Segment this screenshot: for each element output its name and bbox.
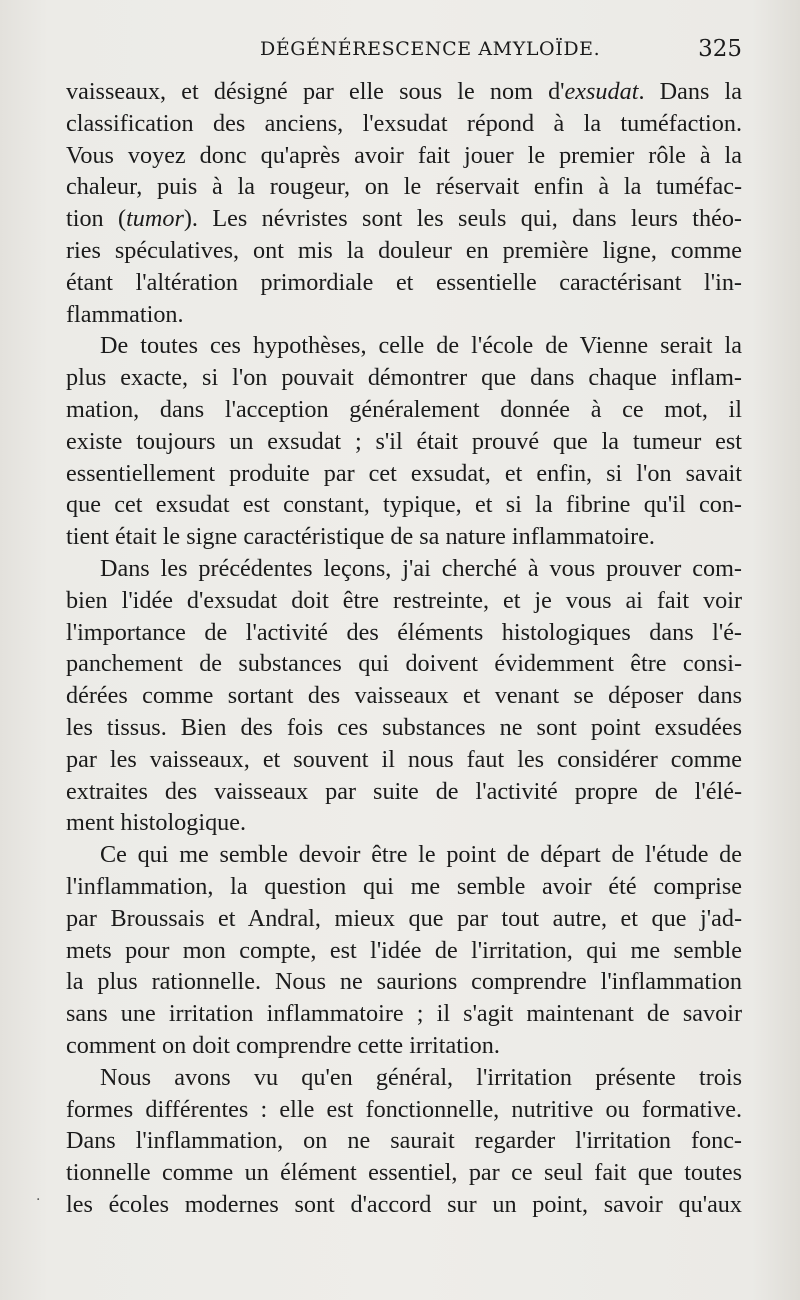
line-text: bien l'idée d'exsudat doit être restreinte, et je vous ai fait voir xyxy=(66,586,742,614)
text-line xyxy=(66,1030,742,1062)
text-line xyxy=(66,1157,742,1189)
text-line xyxy=(66,394,742,426)
line-text: essentiellement produite par cet exsudat, et enfin, si l'on savait xyxy=(66,459,742,487)
paragraph xyxy=(66,1062,742,1221)
line-text: Dans l'inflammation, on ne saurait regarder l'irritation fonc- xyxy=(66,1127,742,1155)
line-text: que cet exsudat est constant, typique, et si la fibrine qu'il con- xyxy=(66,491,742,519)
text-line xyxy=(66,903,742,935)
line-text: par Broussais et Andral, mieux que par tout autre, et que j'ad- xyxy=(66,904,742,932)
text-line xyxy=(66,489,742,521)
line-text: par les vaisseaux, et souvent il nous faut les considérer comme xyxy=(66,745,742,773)
line-text: mation, dans l'acception généralement donnée à ce mot, il xyxy=(66,395,742,423)
text-line xyxy=(66,140,742,172)
text-line xyxy=(66,1125,742,1157)
line-text: flammation. xyxy=(66,300,184,328)
page-number: 325 xyxy=(698,36,742,62)
text-line xyxy=(66,267,742,299)
body-text xyxy=(66,76,742,1221)
text-line xyxy=(66,648,742,680)
line-text: . Dans la xyxy=(638,78,742,105)
line-text: tion ( xyxy=(66,205,127,233)
line-text: ment histologique. xyxy=(66,809,247,837)
text-line xyxy=(66,617,742,649)
text-line xyxy=(66,871,742,903)
text-line xyxy=(66,998,742,1030)
line-text: l'importance de l'activité des éléments histologiques dans l'é- xyxy=(66,618,742,646)
paragraph xyxy=(66,76,742,330)
line-text: comment on doit comprendre cette irritation. xyxy=(66,1031,500,1059)
line-text: extraites des vaisseaux par suite de l'activité propre de l'élé- xyxy=(66,777,742,805)
line-text: ). Les névristes sont les seuls qui, dans leurs théo- xyxy=(183,205,742,233)
text-line xyxy=(66,203,742,235)
line-text: ries spéculatives, ont mis la douleur en première ligne, comme xyxy=(66,236,742,264)
text-line xyxy=(66,712,742,744)
text-line xyxy=(66,235,742,267)
paragraph xyxy=(66,330,742,553)
line-text: Nous avons vu qu'en général, l'irritation présente trois xyxy=(100,1063,742,1091)
line-text: la plus rationnelle. Nous ne saurions comprendre l'inflammation xyxy=(66,968,742,996)
text-line xyxy=(66,362,742,394)
text-line xyxy=(66,935,742,967)
text-line xyxy=(66,680,742,712)
line-text: sans une irritation inflammatoire ; il s'agit maintenant de savoir xyxy=(66,1000,742,1028)
line-text: vaisseaux, et désigné par elle sous le nom d' xyxy=(66,78,565,105)
text-line xyxy=(66,458,742,490)
running-title: DÉGÉNÉRESCENCE AMYLOÏDE. xyxy=(260,38,601,60)
line-text: dérées comme sortant des vaisseaux et venant se déposer dans xyxy=(66,682,742,710)
text-line xyxy=(66,1062,742,1094)
line-text: chaleur, puis à la rougeur, on le réservait enfin à la tuméfac- xyxy=(66,173,742,201)
text-line xyxy=(66,521,742,553)
line-text: tient était le signe caractéristique de sa nature inflammatoire. xyxy=(66,523,655,551)
line-text: classification des anciens, l'exsudat répond à la tuméfaction. xyxy=(66,109,742,137)
text-line xyxy=(66,585,742,617)
line-text: Vous voyez donc qu'après avoir fait jouer le premier rôle à la xyxy=(66,141,742,169)
text-line xyxy=(66,1094,742,1126)
italic-term: tumor xyxy=(126,205,184,233)
text-line xyxy=(66,108,742,140)
line-text: formes différentes : elle est fonctionnelle, nutritive ou formative. xyxy=(66,1095,742,1123)
line-text: tionnelle comme un élément essentiel, par ce seul fait que toutes xyxy=(66,1159,742,1187)
paragraph xyxy=(66,553,742,839)
text-line xyxy=(66,966,742,998)
line-text: l'inflammation, la question qui me semble avoir été comprise xyxy=(66,872,742,900)
line-text: panchement de substances qui doivent évidemment être consi- xyxy=(66,650,742,678)
line-text: mets pour mon compte, est l'idée de l'irritation, qui me semble xyxy=(66,936,742,964)
italic-term: exsudat xyxy=(564,78,639,105)
line-text: plus exacte, si l'on pouvait démontrer que dans chaque inflam- xyxy=(66,364,742,392)
text-line xyxy=(66,1189,742,1221)
text-line xyxy=(66,553,742,585)
ink-speck: · xyxy=(36,1192,41,1208)
line-text: Dans les précédentes leçons, j'ai cherché à vous prouver com- xyxy=(100,554,742,582)
line-text: étant l'altération primordiale et essentielle caractérisant l'in- xyxy=(66,268,742,296)
page-header xyxy=(66,38,742,68)
text-line xyxy=(66,744,742,776)
text-line xyxy=(66,776,742,808)
text-line xyxy=(66,299,742,331)
line-text: les écoles modernes sont d'accord sur un point, savoir qu'aux xyxy=(66,1190,742,1218)
line-text: les tissus. Bien des fois ces substances ne sont point exsudées xyxy=(66,713,742,741)
line-text: existe toujours un exsudat ; s'il était prouvé que la tumeur est xyxy=(66,427,742,455)
text-line xyxy=(66,426,742,458)
line-text: Ce qui me semble devoir être le point de départ de l'étude de xyxy=(100,841,742,869)
text-line xyxy=(66,839,742,871)
text-line xyxy=(66,171,742,203)
text-line xyxy=(66,807,742,839)
text-line xyxy=(66,76,742,108)
line-text: De toutes ces hypothèses, celle de l'école de Vienne serait la xyxy=(100,332,742,360)
text-line xyxy=(66,330,742,362)
paragraph xyxy=(66,839,742,1062)
